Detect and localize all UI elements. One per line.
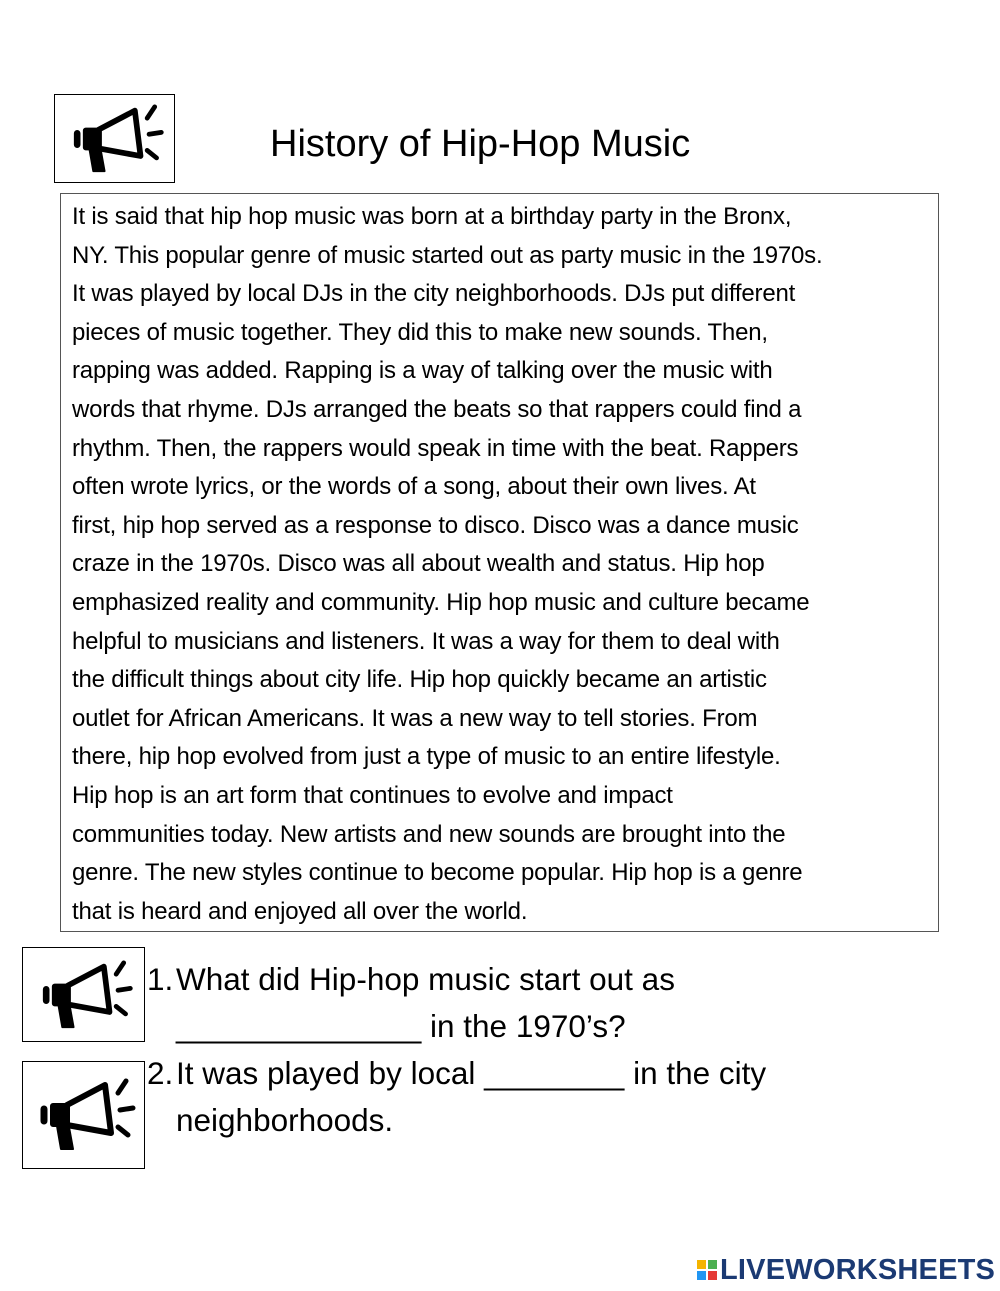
passage-line: craze in the 1970s. Disco was all about wealth and status. Hip hop <box>72 550 765 577</box>
passage-line: first, hip hop served as a response to disco. Disco was a dance music <box>72 512 799 539</box>
logo-block <box>708 1271 717 1280</box>
passage-line: genre. The new styles continue to become popular. Hip hop is a genre <box>72 859 803 886</box>
question-number: 2. <box>147 1055 174 1091</box>
megaphone-icon <box>63 101 167 177</box>
passage-line: that is heard and enjoyed all over the world. <box>72 898 528 925</box>
answer-blank-underline: ________ <box>484 1055 625 1091</box>
question-number: 1. <box>147 961 174 997</box>
answer-blank-underline: ______________ <box>176 1008 422 1044</box>
question-text-after-blank: in the 1970’s? <box>421 1008 626 1044</box>
answer-input-2[interactable] <box>484 1055 624 1089</box>
question-1 <box>0 959 1000 1049</box>
question-line-1 <box>176 1053 766 1093</box>
logo-block <box>697 1260 706 1269</box>
passage-line: Hip hop is an art form that continues to evolve and impact <box>72 782 673 809</box>
answer-blank-2[interactable] <box>484 1053 624 1093</box>
passage-line: It was played by local DJs in the city neighborhoods. DJs put different <box>72 280 796 307</box>
passage-line: helpful to musicians and listeners. It was a way for them to deal with <box>72 628 780 655</box>
liveworksheets-logo <box>697 1253 995 1287</box>
passage-line: emphasized reality and community. Hip hop music and culture became <box>72 589 810 616</box>
question-answer-line <box>176 1006 626 1046</box>
question-2 <box>0 1053 1000 1143</box>
passage-line: words that rhyme. DJs arranged the beats so that rappers could find a <box>72 396 802 423</box>
passage-line: It is said that hip hop music was born at a birthday party in the Bronx, <box>72 203 792 230</box>
passage-line: often wrote lyrics, or the words of a song, about their own lives. At <box>72 473 756 500</box>
passage-line: pieces of music together. They did this to make new sounds. Then, <box>72 319 768 346</box>
answer-blank-1[interactable] <box>176 1006 421 1046</box>
page-title: History of Hip-Hop Music <box>270 123 691 165</box>
passage-line: communities today. New artists and new sounds are brought into the <box>72 821 786 848</box>
passage-line: the difficult things about city life. Hip hop quickly became an artistic <box>72 666 767 693</box>
logo-block <box>697 1271 706 1280</box>
passage-line: outlet for African Americans. It was a new way to tell stories. From <box>72 705 758 732</box>
question-text-line-2: neighborhoods. <box>176 1102 394 1138</box>
passage-line: rapping was added. Rapping is a way of talking over the music with <box>72 357 773 384</box>
title-megaphone-icon-box <box>54 94 175 183</box>
logo-block <box>708 1260 717 1269</box>
passage-line: there, hip hop evolved from just a type of music to an entire lifestyle. <box>72 743 781 770</box>
question-text-after-blank: in the city <box>624 1055 767 1091</box>
question-text: What did Hip-hop music start out as <box>176 961 675 997</box>
question-text-before-blank: It was played by local <box>176 1055 485 1091</box>
passage-line: NY. This popular genre of music started out as party music in the 1970s. <box>72 242 823 269</box>
passage-line: rhythm. Then, the rappers would speak in time with the beat. Rappers <box>72 435 799 462</box>
logo-blocks-icon <box>697 1260 717 1280</box>
answer-input-1[interactable] <box>176 1008 421 1042</box>
reading-passage-box <box>60 193 939 932</box>
logo-text: LIVEWORKSHEETS <box>720 1254 996 1286</box>
